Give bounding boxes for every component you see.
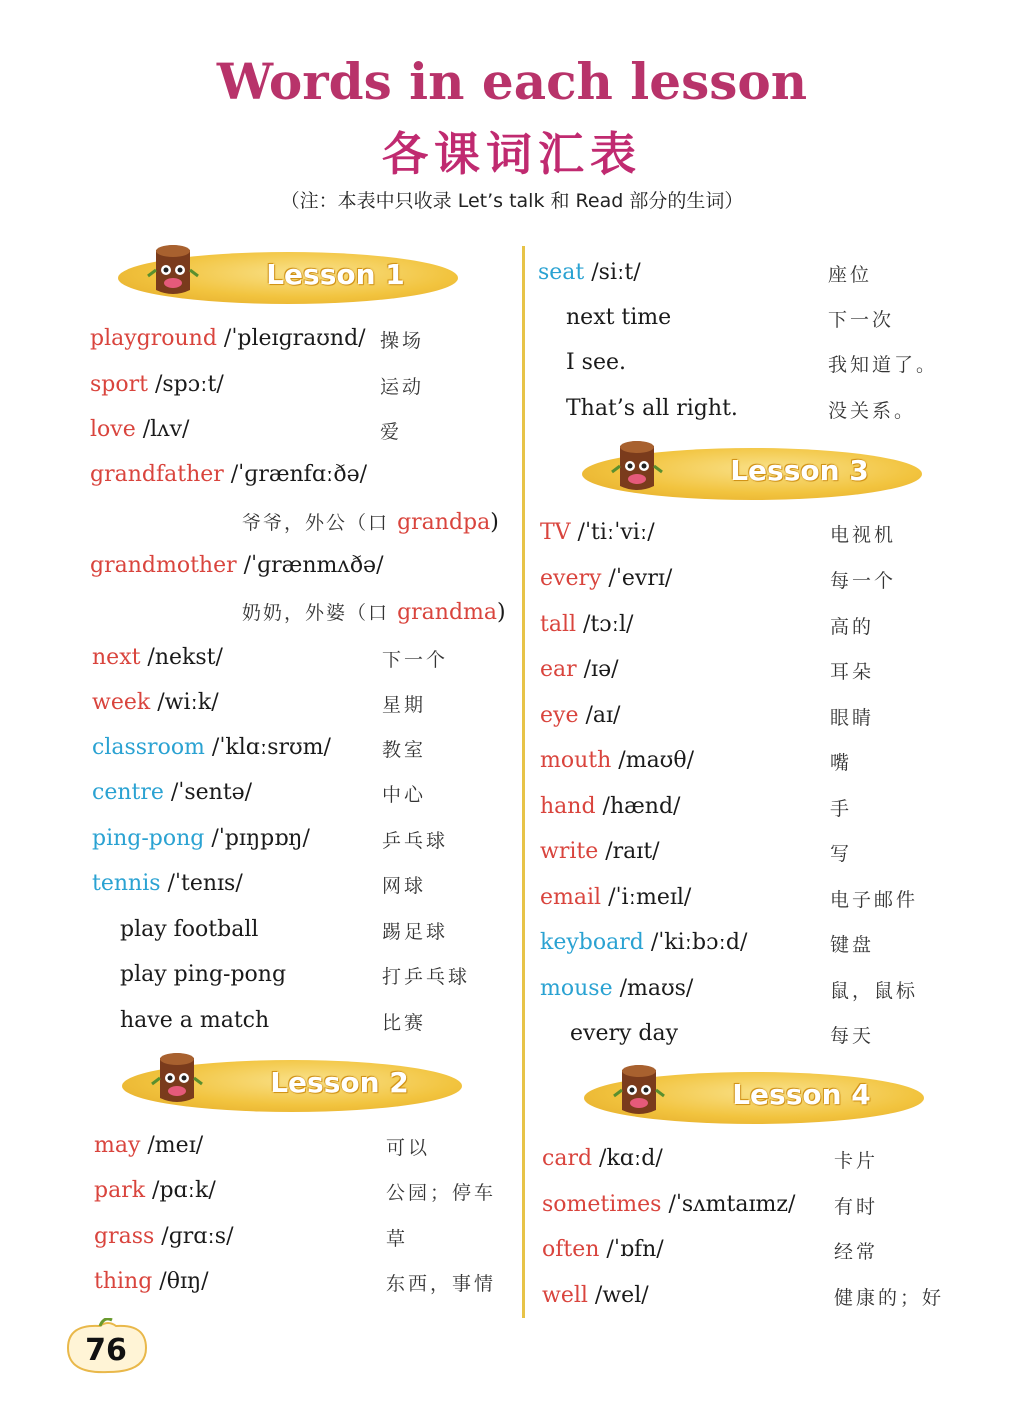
vocab-phonetic: /meɪ/ xyxy=(140,1133,204,1158)
vocab-meaning: 打乒乓球 xyxy=(382,966,471,988)
vocab-word: sometimes xyxy=(542,1192,662,1217)
vocab-phonetic: /θɪŋ/ xyxy=(152,1269,209,1294)
vocab-meaning: 下一个 xyxy=(382,649,449,671)
vocab-word: email xyxy=(540,885,602,910)
informal-symbol: 口 xyxy=(368,512,390,534)
vocab-phonetic: /ˈevrɪ/ xyxy=(601,566,673,591)
vocab-meaning: 座位 xyxy=(828,264,873,286)
page-number-badge xyxy=(60,1318,150,1376)
vocab-meaning: 中心 xyxy=(382,784,427,806)
vocab-phonetic: /kɑːd/ xyxy=(592,1146,663,1171)
vocab-word: hand xyxy=(540,794,596,819)
vocab-meaning: 有时 xyxy=(834,1196,879,1218)
lesson-4-label: Lesson 4 xyxy=(732,1078,871,1111)
vocab-meaning: 运动 xyxy=(380,376,425,398)
vocab-phonetic: /lʌv/ xyxy=(135,417,190,442)
column-divider xyxy=(522,246,525,1318)
vocab-phonetic: /ɪə/ xyxy=(576,657,619,682)
vocab-word: classroom xyxy=(92,735,205,760)
vocab-meaning: 教室 xyxy=(382,739,427,761)
page-note: （注：本表中只收录 Let’s talk 和 Read 部分的生词） xyxy=(280,190,744,212)
vocab-phrase: have a match xyxy=(120,1008,270,1033)
vocab-meaning: 电子邮件 xyxy=(830,889,919,911)
vocab-word: tennis xyxy=(92,871,161,896)
lesson-1-banner xyxy=(118,250,458,306)
vocab-phonetic: /wel/ xyxy=(587,1283,649,1308)
vocab-meaning: 鼠，鼠标 xyxy=(830,980,919,1002)
vocab-phrase: every day xyxy=(570,1021,679,1046)
vocab-meaning: 可以 xyxy=(386,1137,431,1159)
meaning-text: 奶奶，外婆（ xyxy=(242,602,369,624)
vocab-phonetic: /spɔːt/ xyxy=(147,372,224,397)
vocab-word: often xyxy=(542,1237,600,1262)
vocab-meaning: 经常 xyxy=(834,1241,879,1263)
vocab-meaning: 耳朵 xyxy=(830,661,875,683)
vocab-phonetic: /ˈsʌmtaɪmz/ xyxy=(661,1192,796,1217)
vocab-phrase: play football xyxy=(120,917,259,942)
vocab-phonetic: /ˈɡrænfɑːðə/ xyxy=(223,462,367,487)
vocab-phonetic: /wiːk/ xyxy=(150,690,219,715)
vocab-word: keyboard xyxy=(540,930,644,955)
meaning-text: 爷爷，外公（ xyxy=(242,512,369,534)
vocab-word: grandmother xyxy=(90,553,237,578)
vocab-phonetic: /maʊθ/ xyxy=(611,748,694,773)
vocab-phonetic: /ˈiːmeɪl/ xyxy=(601,885,692,910)
vocab-phrase: play ping-pong xyxy=(120,962,287,987)
vocab-word: grandfather xyxy=(90,462,224,487)
lesson-1-label: Lesson 1 xyxy=(266,258,405,291)
vocab-word: every xyxy=(540,566,602,591)
vocab-meaning: 我知道了。 xyxy=(828,354,939,376)
vocab-phonetic: /tɔːl/ xyxy=(576,612,634,637)
vocab-word: TV xyxy=(540,520,571,545)
vocab-meaning: 操场 xyxy=(380,330,425,352)
vocab-meaning: 草 xyxy=(386,1228,409,1250)
vocab-meaning: 嘴 xyxy=(830,752,853,774)
vocab-meaning: 没关系。 xyxy=(828,400,917,422)
vocab-phonetic: /pɑːk/ xyxy=(145,1178,216,1203)
vocab-meaning: 电视机 xyxy=(830,524,897,546)
page-title-english: Words in each lesson xyxy=(216,52,808,111)
vocab-word: love xyxy=(90,417,136,442)
vocab-meaning: 眼睛 xyxy=(830,707,875,729)
vocab-meaning-grandma xyxy=(242,598,506,632)
vocab-phrase: next time xyxy=(566,305,672,330)
vocab-meaning: 乒乓球 xyxy=(382,830,449,852)
page-number: 76 xyxy=(85,1333,127,1368)
vocab-word: next xyxy=(92,645,141,670)
vocab-phonetic: /raɪt/ xyxy=(598,839,660,864)
vocab-phonetic: /siːt/ xyxy=(584,260,641,285)
vocab-phrase: I see. xyxy=(566,350,627,375)
vocab-phonetic: /hænd/ xyxy=(595,794,681,819)
vocab-meaning: 下一次 xyxy=(828,309,895,331)
vocab-word: may xyxy=(94,1133,141,1158)
vocab-phonetic: /ˈkiːbɔːd/ xyxy=(643,930,748,955)
vocab-meaning: 公园；停车 xyxy=(386,1182,497,1204)
vocab-word: card xyxy=(542,1146,593,1171)
vocab-meaning: 星期 xyxy=(382,694,427,716)
vocab-phrase: That’s all right. xyxy=(566,396,738,421)
lesson-3-banner xyxy=(582,446,922,502)
vocab-meaning: 东西，事情 xyxy=(386,1273,497,1295)
vocab-word: well xyxy=(542,1283,588,1308)
vocab-phonetic: /nekst/ xyxy=(140,645,223,670)
vocab-phonetic: /aɪ/ xyxy=(578,703,621,728)
vocab-word: thing xyxy=(94,1269,153,1294)
vocab-word: write xyxy=(540,839,599,864)
vocab-phonetic: /ɡrɑːs/ xyxy=(154,1224,234,1249)
vocab-word: eye xyxy=(540,703,579,728)
lesson-2-label: Lesson 2 xyxy=(270,1066,409,1099)
vocab-meaning: 高的 xyxy=(830,616,875,638)
vocab-word: grass xyxy=(94,1224,155,1249)
vocab-meaning: 踢足球 xyxy=(382,921,449,943)
vocab-word: week xyxy=(92,690,151,715)
vocab-word: ear xyxy=(540,657,577,682)
vocab-phonetic: /ˈtenɪs/ xyxy=(160,871,243,896)
close-paren: ) xyxy=(497,600,506,625)
vocab-word: tall xyxy=(540,612,577,637)
vocab-word: centre xyxy=(92,780,164,805)
informal-symbol: 口 xyxy=(368,602,390,624)
vocab-word: sport xyxy=(90,372,148,397)
vocab-meaning: 比赛 xyxy=(382,1012,427,1034)
tree-stump-mascot-icon xyxy=(146,240,200,298)
vocab-meaning: 每天 xyxy=(830,1025,875,1047)
vocab-word: mouse xyxy=(540,976,613,1001)
vocab-phonetic: /ˈtiːˈviː/ xyxy=(570,520,655,545)
tree-stump-mascot-icon xyxy=(610,436,664,494)
vocab-word: mouth xyxy=(540,748,612,773)
vocab-phonetic: /ˈɡrænmʌðə/ xyxy=(236,553,384,578)
vocab-phonetic: /maʊs/ xyxy=(612,976,694,1001)
vocab-meaning: 爱 xyxy=(380,421,403,443)
vocab-meaning: 每一个 xyxy=(830,570,897,592)
vocab-phonetic: /ˈklɑːsrʊm/ xyxy=(204,735,331,760)
informal-word: grandma xyxy=(397,600,498,625)
vocab-word: park xyxy=(94,1178,146,1203)
vocab-word: ping-pong xyxy=(92,826,205,851)
vocab-meaning: 网球 xyxy=(382,875,427,897)
vocab-meaning: 键盘 xyxy=(830,934,875,956)
tree-stump-mascot-icon xyxy=(612,1060,666,1118)
vocab-meaning: 手 xyxy=(830,798,853,820)
lesson-2-banner xyxy=(122,1058,462,1114)
vocab-meaning: 卡片 xyxy=(834,1150,879,1172)
vocab-word: playground xyxy=(90,326,217,351)
vocab-phonetic: /ˈpleɪɡraʊnd/ xyxy=(216,326,366,351)
vocab-phonetic: /ˈpɪŋpɒŋ/ xyxy=(204,826,310,851)
vocab-meaning: 健康的；好 xyxy=(834,1287,945,1309)
vocab-word: seat xyxy=(538,260,585,285)
vocab-phonetic: /ˈsentə/ xyxy=(163,780,253,805)
lesson-4-banner xyxy=(584,1070,924,1126)
informal-word: grandpa xyxy=(397,510,491,535)
vocab-meaning-grandpa xyxy=(242,508,499,542)
vocab-phonetic: /ˈɒfn/ xyxy=(599,1237,664,1262)
lesson-3-label: Lesson 3 xyxy=(730,454,869,487)
close-paren: ) xyxy=(490,510,499,535)
tree-stump-mascot-icon xyxy=(150,1048,204,1106)
vocab-meaning: 写 xyxy=(830,843,853,865)
page-title-chinese: 各课词汇表 xyxy=(382,127,642,181)
